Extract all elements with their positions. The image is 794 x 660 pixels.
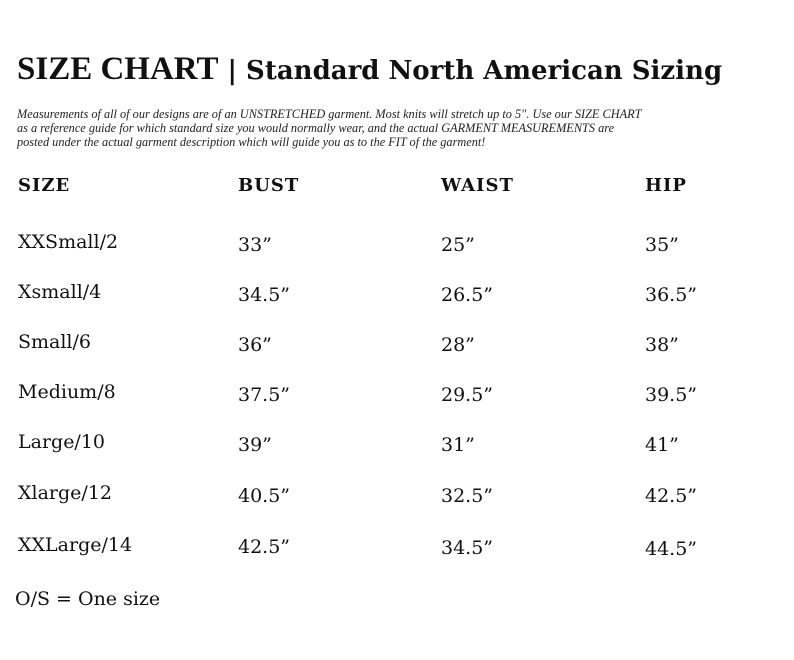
one-size-note: O/S = One size — [15, 588, 161, 610]
waist-cell: 32.5” — [441, 485, 494, 507]
title-separator: | — [218, 56, 247, 86]
waist-cell: 29.5” — [441, 384, 494, 406]
hip-cell: 35” — [645, 234, 679, 256]
size-cell: Medium/8 — [18, 381, 116, 403]
hip-cell: 42.5” — [645, 485, 698, 507]
hip-cell: 38” — [645, 334, 679, 356]
bust-cell: 33” — [238, 234, 272, 256]
waist-cell: 26.5” — [441, 284, 494, 306]
note-line-2: as a reference guide for which standard size you would normally wear, and the actual GARMENT MEASUREMENTS are — [17, 121, 615, 135]
size-cell: Xsmall/4 — [18, 281, 102, 303]
hip-cell: 36.5” — [645, 284, 698, 306]
size-cell: XXLarge/14 — [18, 534, 133, 556]
hip-cell: 39.5” — [645, 384, 698, 406]
size-cell: Xlarge/12 — [18, 482, 112, 504]
bust-cell: 36” — [238, 334, 272, 356]
header-waist: WAIST — [441, 175, 514, 196]
waist-cell: 34.5” — [441, 537, 494, 559]
size-cell: XXSmall/2 — [18, 231, 119, 253]
header-bust: BUST — [238, 175, 300, 196]
measurement-note — [17, 107, 787, 149]
waist-cell: 31” — [441, 434, 475, 456]
bust-cell: 40.5” — [238, 485, 291, 507]
note-line-3: posted under the actual garment description which will guide you as to the FIT of the garment! — [17, 135, 486, 149]
bust-cell: 42.5” — [238, 536, 291, 558]
header-size: SIZE — [18, 175, 71, 196]
waist-cell: 28” — [441, 334, 475, 356]
note-line-1: Measurements of all of our designs are of an UNSTRETCHED garment. Most knits will stretch up to 5". Use our SIZE CHART — [17, 107, 642, 121]
waist-cell: 25” — [441, 234, 475, 256]
bust-cell: 37.5” — [238, 384, 291, 406]
bust-cell: 39” — [238, 434, 272, 456]
size-cell: Large/10 — [18, 431, 106, 453]
page-title — [17, 52, 722, 86]
title-subtitle: Standard North American Sizing — [246, 56, 723, 86]
hip-cell: 41” — [645, 434, 679, 456]
bust-cell: 34.5” — [238, 284, 291, 306]
header-hip: HIP — [645, 175, 687, 196]
hip-cell: 44.5” — [645, 538, 698, 560]
title-main: SIZE CHART — [17, 51, 219, 87]
size-cell: Small/6 — [18, 331, 92, 353]
